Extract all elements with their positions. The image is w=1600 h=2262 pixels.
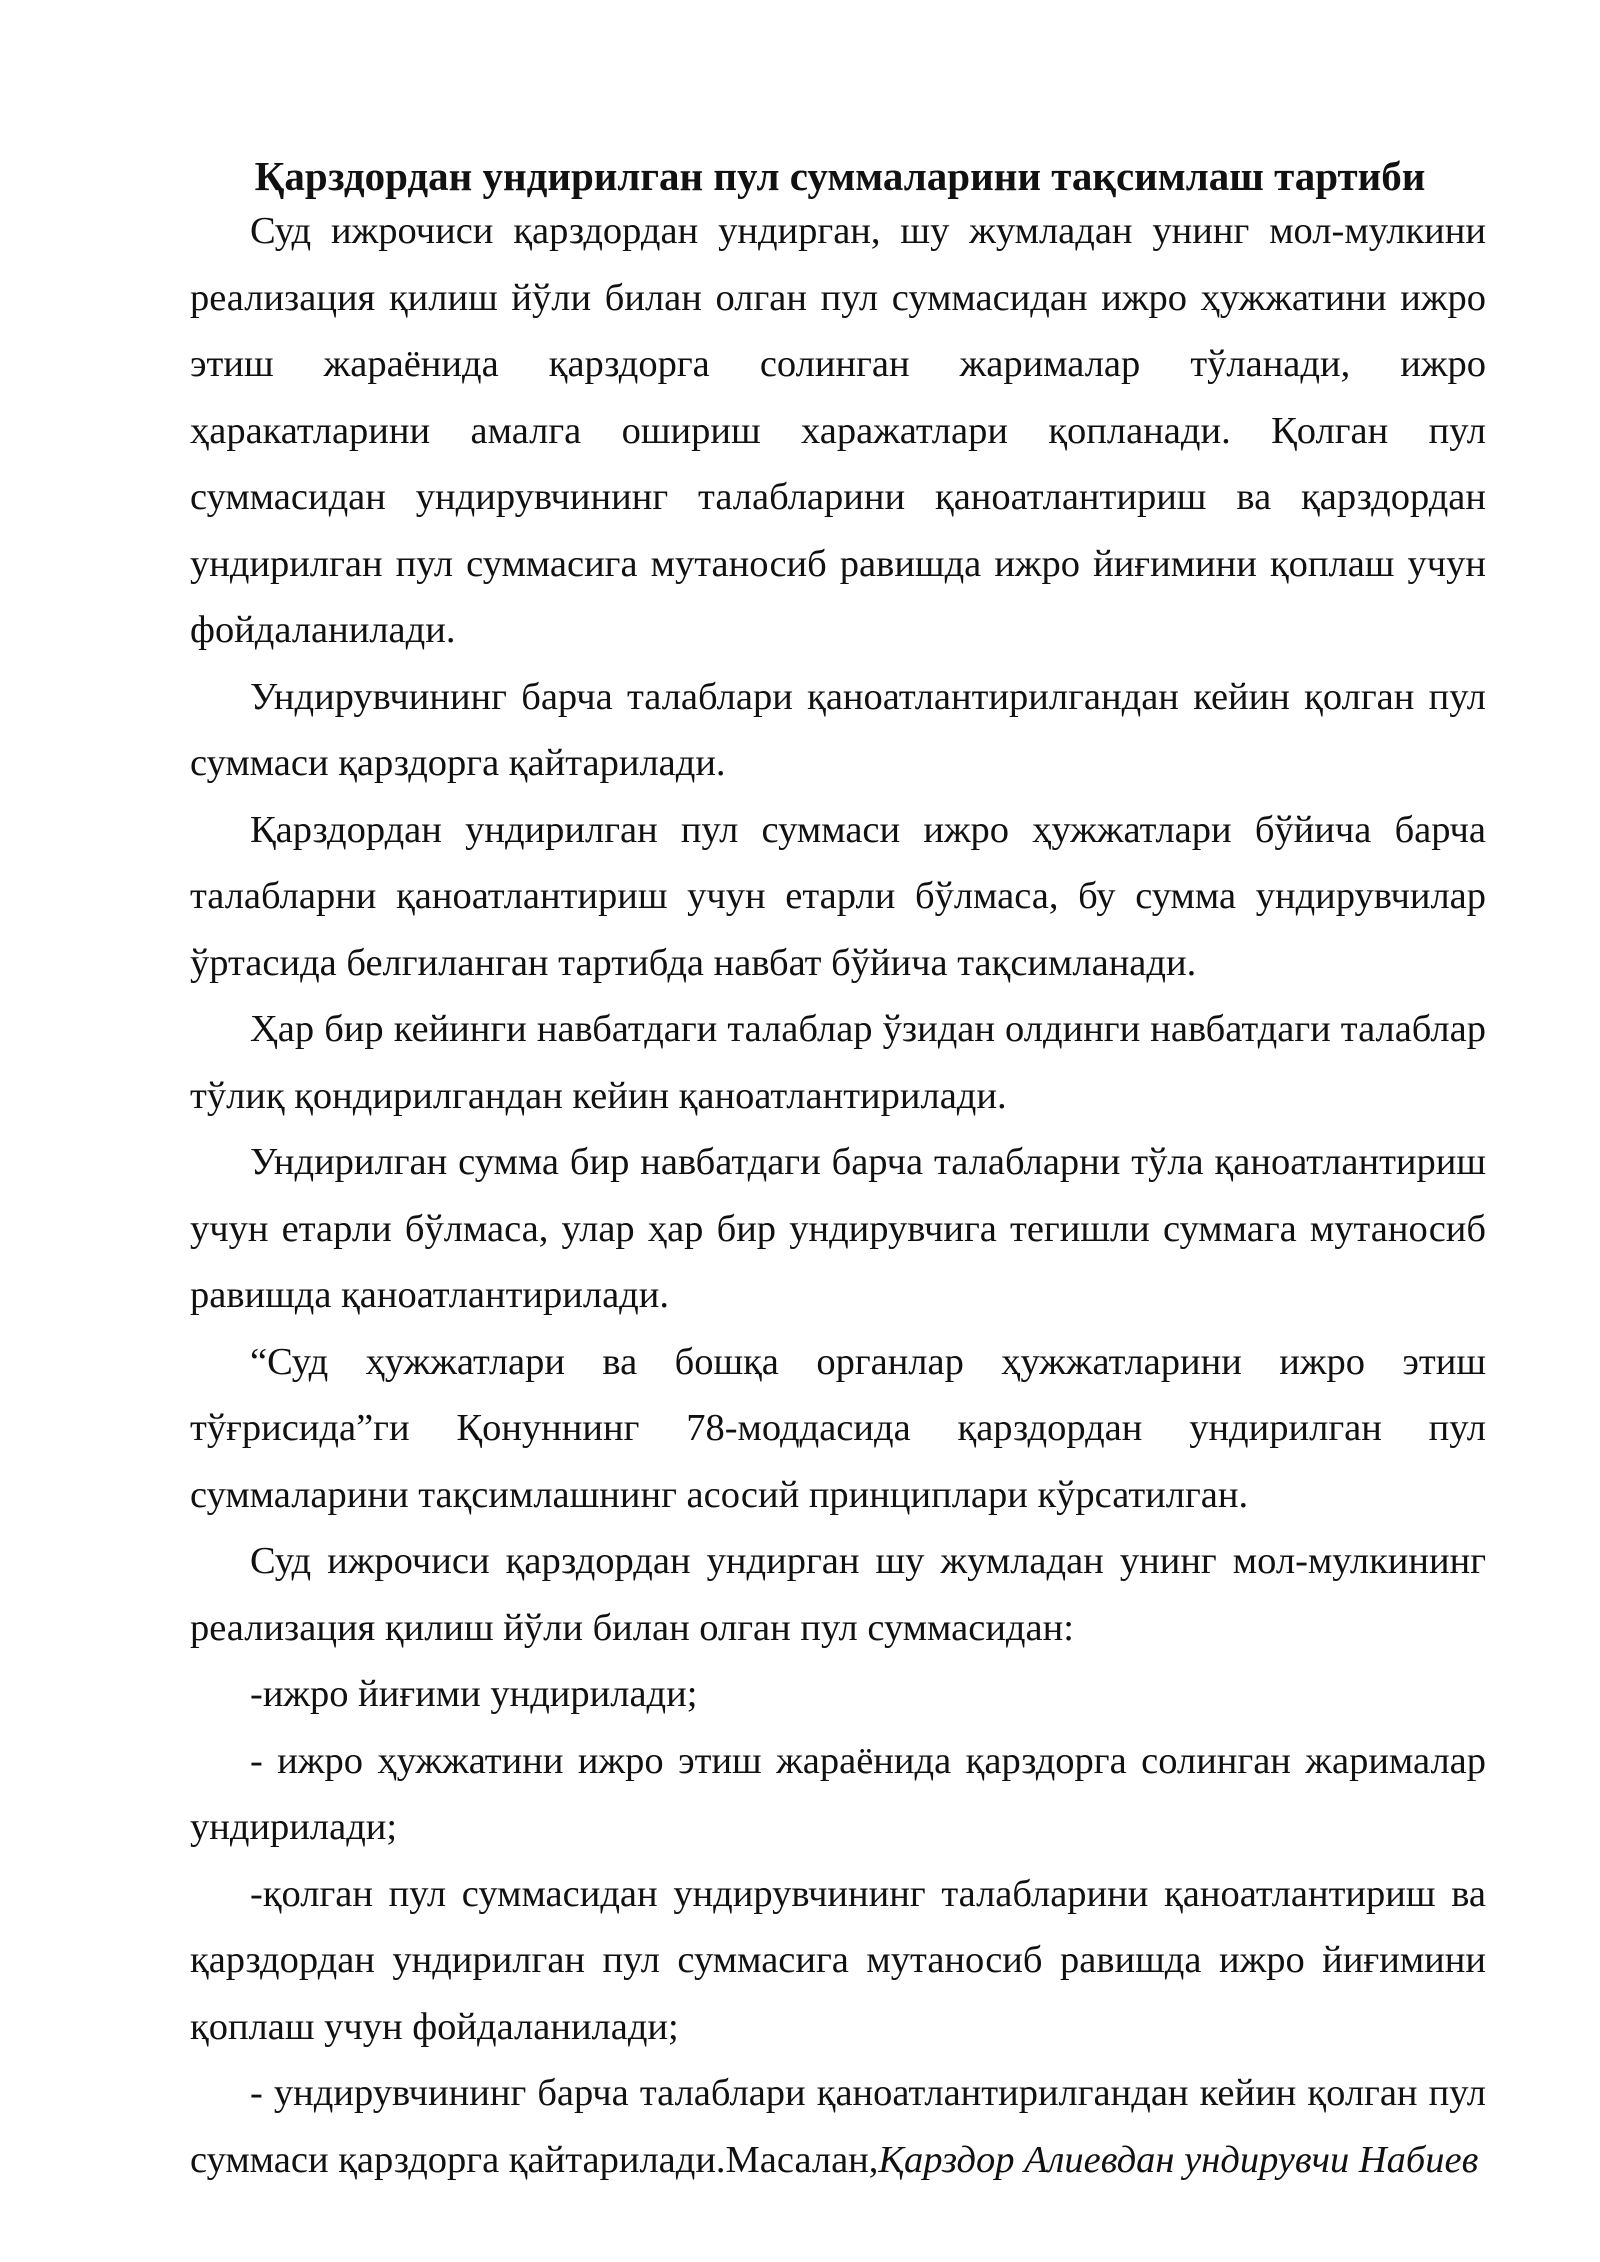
paragraph-text: - ундирувчининг барча талаблари қаноатлантирилгандан кейин қолган пул суммаси қарздорга қайтарилади.Масалан,: [190, 2072, 1486, 2181]
list-item: - ижро ҳужжатини ижро этиш жараёнида қарздорга солинган жарималар ундирилади;: [190, 1739, 1486, 1848]
paragraph: Ҳар бир кейинги навбатдаги талаблар ўзидан олдинги навбатдаги талаблар тўлиқ қондирилгандан кейин қаноатлантирилади.: [190, 1008, 1486, 1117]
paragraph: Ундирувчининг барча талаблари қаноатлантирилгандан кейин қолган пул суммаси қарздорга қайтарилади.: [190, 675, 1486, 784]
list-item: -қолган пул суммасидан ундирувчининг талабларини қаноатлантириш ва қарздордан ундирилган пул суммасига мутаносиб равишда ижро йиғимини қоплаш учун фойдаланилади;: [190, 1872, 1486, 2048]
paragraph: “Суд ҳужжатлари ва бошқа органлар ҳужжатларини ижро этиш тўғрисида”ги Қонуннинг 78-моддасида қарздордан ундирилган пул суммаларини тақсимлашнинг асосий принциплари кўрсатилган.: [190, 1340, 1486, 1516]
paragraph: Суд ижрочиси қарздордан ундирган, шу жумладан унинг мол-мулкини реализация қилиш йўли билан олган пул суммасидан ижро ҳужжатини ижро этиш жараёнида қарздорга солинган жарималар тўланади, ижро ҳаракатларини амалга ошириш харажатлари қопланади. Қолган пул суммасидан ундирувчининг талабларини қаноатлантириш ва қарздордан ундирилган пул суммасига мутаносиб равишда ижро йиғимини қоплаш учун фойдаланилади.: [190, 210, 1486, 651]
document-title: Қарздордан ундирилган пул суммаларини тақсимлаш тартиби: [254, 153, 1426, 199]
document-body: [190, 198, 1486, 2193]
paragraph: Суд ижрочиси қарздордан ундирган шу жумладан унинг мол-мулкининг реализация қилиш йўли билан олган пул суммасидан:: [190, 1540, 1486, 1649]
list-item-last: [190, 2060, 1486, 2193]
paragraph: Ундирилган сумма бир навбатдаги барча талабларни тўла қаноатлантириш учун етарли бўлмаса, улар ҳар бир ундирувчига тегишли суммага мутаносиб равишда қаноатлантирилади.: [190, 1141, 1486, 1316]
example-italic-text: Қарздор Алиевдан ундирувчи Набиев: [878, 2138, 1479, 2181]
paragraph: Қарздордан ундирилган пул суммаси ижро ҳужжатлари бўйича барча талабларни қаноатлантириш учун етарли бўлмаса, бу сумма ундирувчилар ўртасида белгиланган тартибда навбат бўйича тақсимланади.: [190, 808, 1486, 984]
list-item: -ижро йиғими ундирилади;: [250, 1673, 698, 1715]
